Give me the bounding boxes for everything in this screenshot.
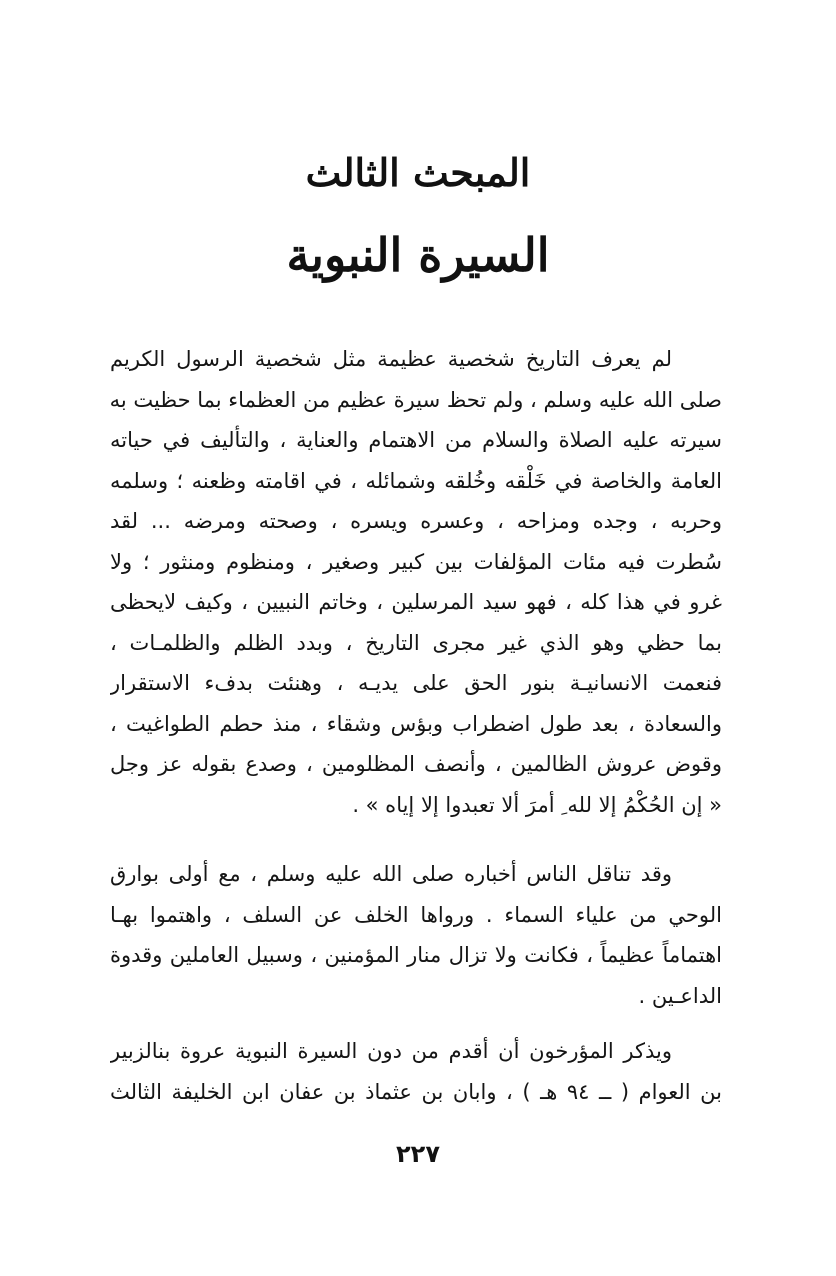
- text-line: والسعادة ، بعد طول اضطراب وبؤس وشقاء ، منذ حطم الطواغيت ،: [110, 711, 722, 736]
- text-line: غرو في هذا كله ، فهو سيد المرسلين ، وخاتم النبيين ، وكيف لايحظى: [110, 590, 722, 614]
- text-line: وقد تناقل الناس أخباره صلى الله عليه وسلم ، مع أولى بوارق: [110, 862, 672, 886]
- paragraph-1: [110, 339, 722, 825]
- text-line: الوحي من علياء السماء . ورواها الخلف عن السلف ، واهتموا بهـا: [110, 902, 722, 927]
- page-number: ٢٢٧: [396, 1140, 440, 1168]
- text-line: العامة والخاصة في خَلْقه وخُلقه وشمائله ، في اقامته وظعنه ؛ وسلمه: [110, 468, 722, 493]
- text-line: « إن الحُكْمُ إلا لله ِ أمرَ ألا تعبدوا إلا إياه » .: [352, 792, 722, 817]
- text-line: بما حظي وهو الذي غير مجرى التاريخ ، وبدد الظلم والظلمـات ،: [110, 630, 722, 655]
- text-line: صلى الله عليه وسلم ، ولم تحظ سيرة عظيم من العظماء بما حظيت به: [110, 387, 722, 412]
- text-line: وحربه ، وجده ومزاحه ، وعسره ويسره ، وصحته ومرضه ... لقد: [110, 509, 722, 533]
- text-line: الداعـين .: [638, 983, 722, 1008]
- text-line: ويذكر المؤرخون أن أقدم من دون السيرة النبوية عروة بنالزبير: [110, 1039, 672, 1063]
- text-line: اهتماماً عظيماً ، فكانت ولا تزال منار المؤمنين ، وسبيل العاملين وقدوة: [110, 943, 722, 967]
- text-line: سيرته عليه الصلاة والسلام من الاهتمام والعناية ، والتأليف في حياته: [110, 428, 722, 452]
- section-heading: المبحث الثالث: [305, 150, 531, 195]
- text-line: لم يعرف التاريخ شخصية عظيمة مثل شخصية الرسول الكريم: [110, 347, 672, 371]
- text-line: بن العوام ( ــ ٩٤ هـ ) ، وابان بن عثماذ بن عفان ابن الخليفة الثالث: [110, 1079, 722, 1104]
- chapter-title: السيرة النبوية: [286, 228, 550, 282]
- text-line: سُطرت فيه مئات المؤلفات بين كبير وصغير ، ومنظوم ومنثور ؛ ولا: [110, 549, 722, 574]
- text-line: فنعمت الانسانيـة بنور الحق على يديـه ، وهنئت بدفء الاستقرار: [110, 671, 722, 695]
- paragraph-3: [110, 1031, 722, 1112]
- paragraph-2: [110, 854, 722, 1016]
- text-line: وقوض عروش الظالمين ، وأنصف المظلومين ، وصدع بقوله عز وجل: [110, 752, 722, 776]
